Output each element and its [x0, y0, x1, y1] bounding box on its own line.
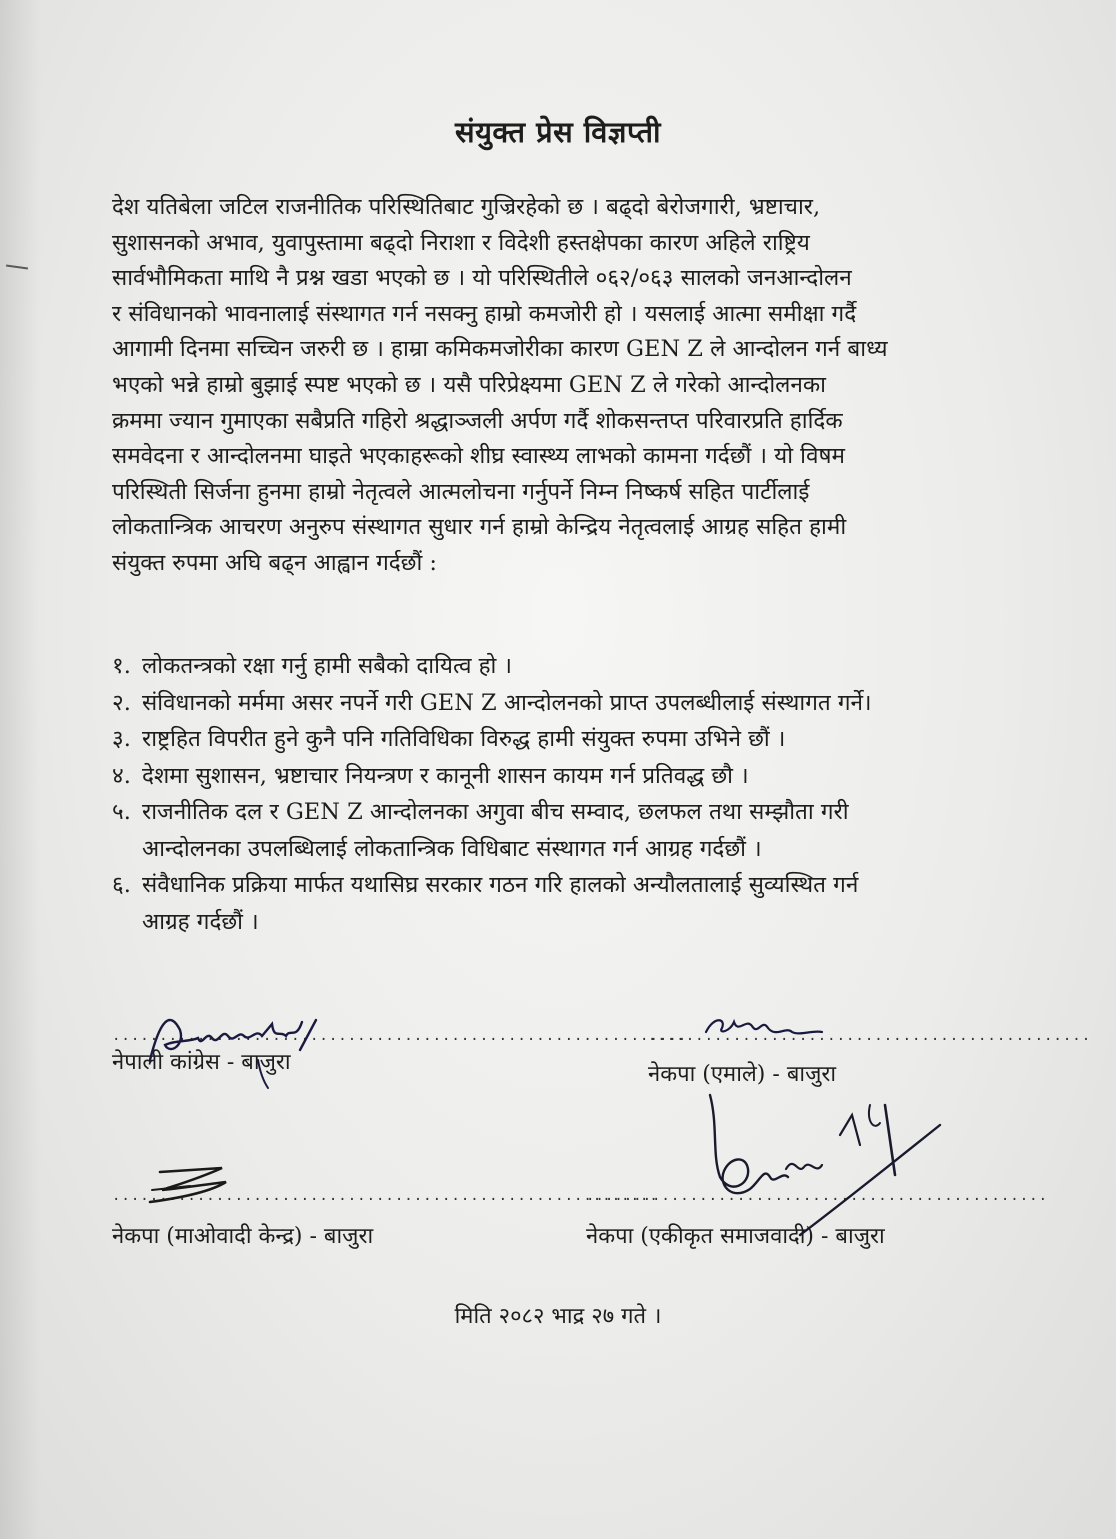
- item-text: राजनीतिक दल र GEN Z आन्दोलनका अगुवा बीच सम्वाद, छलफल तथा सम्झौता गरी: [142, 799, 849, 825]
- item-number: ४.: [112, 762, 131, 789]
- resolution-item: [112, 721, 1057, 758]
- signature-block-maoist: [112, 1188, 659, 1250]
- body-line: आगामी दिनमा सच्चिन जरुरी छ । हाम्रा कमिकमजोरीका कारण GEN Z ले आन्दोलन गर्न बाध्य: [112, 336, 888, 363]
- body-line: भएको भन्ने हाम्रो बुझाई स्पष्ट भएको छ । यसै परिप्रेक्ष्यमा GEN Z ले गरेको आन्दोलनका: [112, 371, 827, 398]
- item-text: संविधानको मर्ममा असर नपर्ने गरी GEN Z आन्दोलनको प्राप्त उपलब्धीलाई संस्थागत गर्ने।: [142, 689, 872, 716]
- item-text: संवैधानिक प्रक्रिया मार्फत यथासिघ्र सरकार गठन गरि हालको अन्यौलतालाई सुव्यस्थित गर्न: [142, 872, 859, 898]
- signature-line: .................................................: [586, 1188, 1049, 1204]
- signature-block-unified-socialist: [586, 1188, 1048, 1250]
- document-title: संयुक्त प्रेस विज्ञप्ती: [455, 115, 661, 149]
- margin-mark: [6, 264, 28, 269]
- resolution-item: [112, 648, 1057, 685]
- body-line: र संविधानको भावनालाई संस्थागत गर्न नसक्नु हाम्रो कमजोरी हो । यसलाई आत्मा समीक्षा गर्दै: [112, 300, 857, 327]
- body-line: समवेदना र आन्दोलनमा घाइते भएकाहरूको शीघ्र स्वास्थ्य लाभको कामना गर्दछौं । यो विषम: [112, 443, 845, 470]
- signature-line: .............................................................: [112, 1028, 688, 1044]
- resolution-item: [112, 867, 1057, 940]
- body-paragraph: [112, 190, 1052, 582]
- body-line: सार्वभौमिकता माथि नै प्रश्न खडा भएको छ । यो परिस्थितीले ०६२/०६३ सालको जनआन्दोलन: [112, 265, 852, 292]
- item-text: देशमा सुशासन, भ्रष्टाचार नियन्त्रण र कानूनी शासन कायम गर्न प्रतिवद्ध छौ ।: [142, 762, 749, 789]
- item-number: १.: [112, 653, 131, 679]
- signatory-label: नेपाली कांग्रेस - बाजुरा: [112, 1050, 291, 1075]
- body-line: परिस्थिती सिर्जना हुनमा हाम्रो नेतृत्वले आत्मलोचना गर्नुपर्ने निम्न निष्कर्ष सहित पार्टीलाई: [112, 478, 810, 505]
- item-number: ५.: [112, 799, 131, 825]
- item-text: राष्ट्रहित विपरीत हुने कुनै पनि गतिविधिका विरुद्ध हामी संयुक्त रुपमा उभिने छौं ।: [142, 726, 786, 752]
- resolution-item: [112, 794, 1057, 867]
- item-text: लोकतन्त्रको रक्षा गर्नु हामी सबैको दायित्व हो ।: [142, 653, 513, 679]
- signature-line: ...............................................: [648, 1028, 1092, 1044]
- item-number: २.: [112, 689, 131, 716]
- item-number: ३.: [112, 726, 131, 752]
- body-line: संयुक्त रुपमा अघि बढ्न आह्वान गर्दछौं :: [112, 549, 438, 576]
- resolution-item: [112, 758, 1057, 795]
- signature-block-nc: [112, 1028, 687, 1076]
- item-text: आन्दोलनका उपलब्धिलाई लोकतान्त्रिक विधिबाट संस्थागत गर्न आग्रह गर्दछौं ।: [142, 835, 762, 862]
- item-number: ६.: [112, 872, 131, 898]
- body-line: लोकतान्त्रिक आचरण अनुरुप संस्थागत सुधार गर्न हाम्रो केन्द्रिय नेतृत्वलाई आग्रह सहित हामी: [112, 514, 847, 541]
- body-line: सुशासनको अभाव, युवापुस्तामा बढ्दो निराशा र विदेशी हस्तक्षेपका कारण अहिले राष्ट्रिय: [112, 229, 810, 256]
- body-line: देश यतिबेला जटिल राजनीतिक परिस्थितिबाट गुज्रिरहेको छ । बढ्दो बेरोजगारी, भ्रष्टाचार,: [112, 194, 821, 220]
- document-date: मिति २०८२ भाद्र २७ गते ।: [454, 1304, 662, 1329]
- body-line: क्रममा ज्यान गुमाएका सबैप्रति गहिरो श्रद्धाञ्जली अर्पण गर्दै शोकसन्तप्त परिवारप्रति हार्दिक: [112, 407, 843, 434]
- signatory-label: नेकपा (एकीकृत समाजवादी) - बाजुरा: [586, 1224, 885, 1249]
- resolution-item: [112, 685, 1057, 722]
- signatory-label: नेकपा (माओवादी केन्द्र) - बाजुरा: [112, 1224, 374, 1249]
- signature-line: ..........................................................: [112, 1188, 659, 1204]
- item-text: आग्रह गर्दछौं ।: [142, 908, 259, 935]
- resolution-list: [112, 648, 1057, 940]
- signature-block-uml: [648, 1028, 1091, 1088]
- signatory-label: नेकपा (एमाले) - बाजुरा: [648, 1062, 837, 1087]
